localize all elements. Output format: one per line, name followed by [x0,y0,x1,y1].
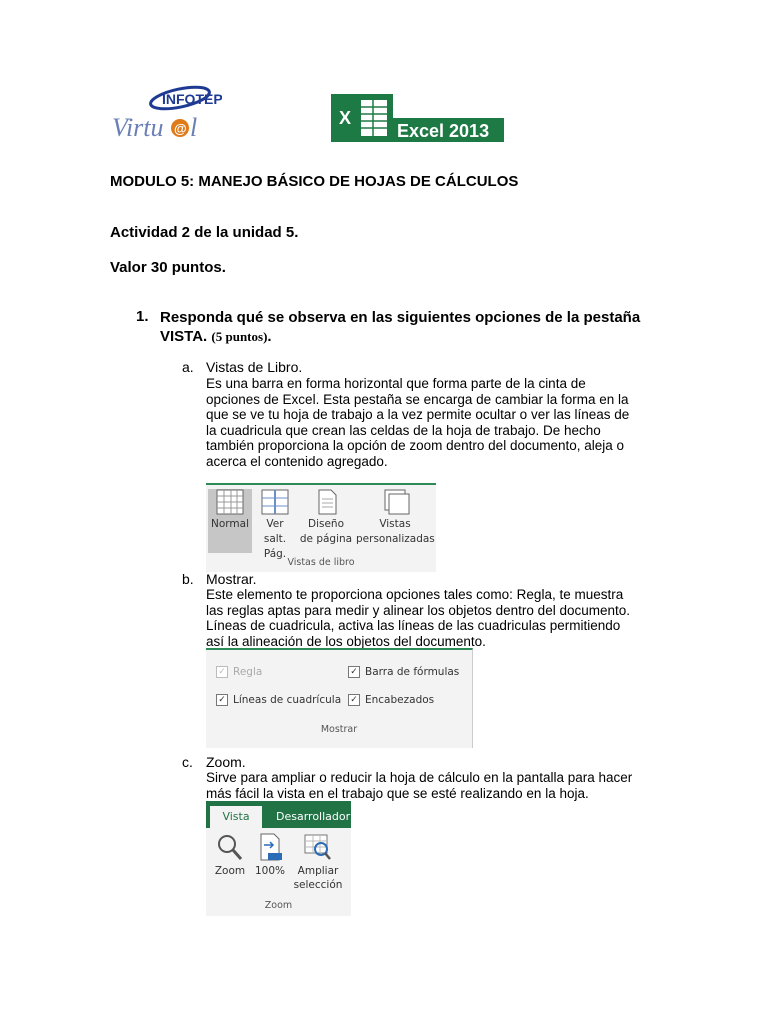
question-text [160,308,660,346]
zoom-100-label: 100% [254,865,286,877]
page-layout-icon [311,489,341,515]
value-line: Valor 30 puntos. [110,259,226,276]
check-icon: ✓ [216,694,228,706]
zoom-button[interactable] [210,833,250,878]
item-a-body [206,376,666,469]
custom-views-label-1: Vistas [379,518,411,530]
item-a-line: también proporciona la opción de zoom dentro del documento, aleja o [206,438,625,453]
svg-text:Virtu: Virtu [112,113,164,142]
lineas-cuadricula-checkbox[interactable] [216,694,341,706]
item-b-line: las reglas aptas para medir y alinear los objetos dentro del documento. [206,602,630,618]
regla-checkbox[interactable] [216,666,262,678]
svg-text:l: l [190,113,198,142]
zoom-100-button[interactable] [252,833,288,878]
excel-2013-logo [331,94,504,142]
regla-label: Regla [233,666,263,678]
mostrar-ribbon [206,648,473,748]
item-c-line: más fácil la vista en el trabajo que se esté realizando en la hoja. [206,785,589,801]
check-icon: ✓ [348,694,360,706]
page-break-button[interactable] [254,489,296,560]
check-icon: ✓ [348,666,360,678]
item-b-letter: b. [182,571,194,587]
question-number: 1. [136,308,149,325]
normal-view-icon [215,489,245,515]
vistas-group-label: Vistas de libro [287,557,355,568]
zoom-selection-button[interactable] [290,833,346,892]
page-break-label-1: Ver salt. [263,518,287,545]
svg-text:INFOTEP: INFOTEP [162,91,222,107]
barra-formulas-checkbox[interactable] [348,666,459,678]
question-line-2-text: VISTA. [160,328,208,345]
document-title: MODULO 5: MANEJO BÁSICO DE HOJAS DE CÁLCULOS [110,173,519,190]
ribbon-tab-bar [206,801,351,828]
item-b-title: Mostrar. [206,571,257,587]
mostrar-group-label: Mostrar [320,724,358,735]
item-b-line: Líneas de cuadricula, activa las líneas de las cuadriculas permitiendo [206,618,621,633]
item-a-line: que se ve tu hoja de trabajo a la vez permite ocultar o ver las líneas de [206,407,630,422]
tab-desarrollador[interactable]: Desarrollador [276,810,351,823]
zoom-100-icon [255,833,285,861]
page-layout-button[interactable] [298,489,354,553]
zoom-ribbon [206,801,351,916]
zoom-selection-label-2: selección [293,879,343,891]
question-line-2 [160,327,660,346]
item-b-line: Este elemento te proporciona opciones tales como: Regla, te muestra [206,587,624,602]
page-layout-label-2: de página [299,533,353,545]
vistas-de-libro-ribbon [206,483,436,572]
question-line-1: Responda qué se observa en las siguientes opciones de la pestaña [160,309,641,326]
item-a-line: Es una barra en forma horizontal que forma parte de la cinta de [206,376,586,391]
svg-text:@: @ [174,121,187,136]
custom-views-label-2: personalizadas [356,533,435,545]
item-a-line: acerca el contenido agregado. [206,453,388,469]
item-a-line: opciones de Excel. Esta pestaña se encarga de cambiar la forma en la [206,391,629,407]
item-a-title: Vistas de Libro. [206,359,303,375]
item-b-line: así la alineación de los objetos del documento. [206,633,486,649]
item-b-body [206,587,666,649]
tab-vista[interactable]: Vista [210,806,262,828]
magnifier-icon [215,833,245,861]
infotep-logo [110,84,222,144]
svg-text:Excel 2013: Excel 2013 [397,121,490,141]
lineas-cuadricula-label: Líneas de cuadrícula [233,694,342,706]
normal-view-button[interactable] [208,489,252,553]
custom-views-icon [380,489,410,515]
item-c-letter: c. [182,754,193,770]
zoom-selection-icon [303,833,333,861]
page-break-icon [260,489,290,515]
item-a-letter: a. [182,359,194,375]
item-c-line: Sirve para ampliar o reducir la hoja de cálculo en la pantalla para hacer [206,770,633,785]
question-points-suffix: . [267,328,272,345]
item-c-title: Zoom. [206,754,246,770]
custom-views-button[interactable] [356,489,434,553]
svg-text:X: X [339,108,352,128]
zoom-group-label: Zoom [264,900,293,911]
encabezados-checkbox[interactable] [348,694,434,706]
check-icon: ✓ [216,666,228,678]
normal-view-label: Normal [211,518,249,530]
question-points: (5 puntos) [211,329,268,344]
activity-line: Actividad 2 de la unidad 5. [110,224,299,241]
zoom-label: Zoom [214,865,246,877]
item-c-body [206,770,666,801]
zoom-selection-label-1: Ampliar [297,865,339,877]
encabezados-label: Encabezados [365,694,435,706]
item-a-line: la cuadricula que crean las celdas de la hoja de trabajo. De hecho [206,422,601,438]
page-layout-label-1: Diseño [307,518,344,530]
barra-formulas-label: Barra de fórmulas [365,666,460,678]
page-break-label-2: Pág. [263,548,287,560]
